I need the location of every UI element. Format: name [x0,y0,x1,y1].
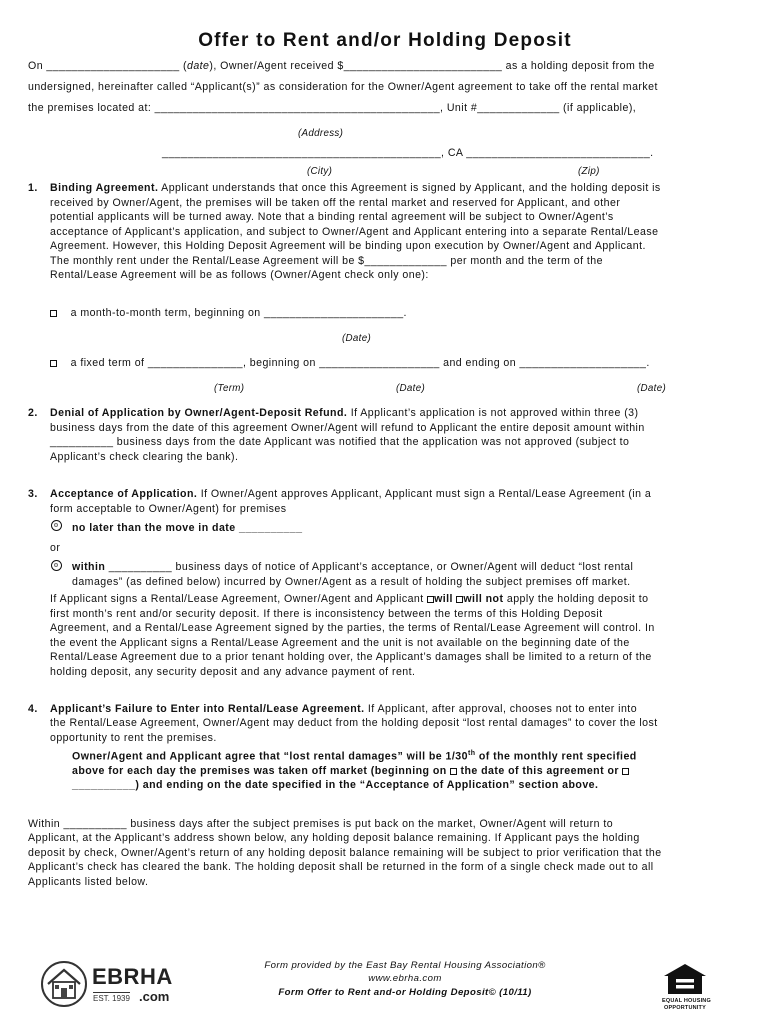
section-4-line-2: the Rental/Lease Agreement, Owner/Agent may deduct from the holding deposit “lost rental damages” to cover the lost [50,717,658,729]
fixed-term-checkbox[interactable] [50,360,57,367]
section-1-line-1: Binding Agreement. Applicant understands that once this Agreement is signed by Applicant, and the holding deposit is [50,182,661,194]
section-1-number: 1. [28,182,38,194]
section-3-line-1: Acceptance of Application. If Owner/Agent approves Applicant, Applicant must sign a Rental/Lease Agreement (in a [50,488,652,500]
section-1-line-4: acceptance of Applicant’s application, and subject to Owner/Agent and Applicant entering into a separate Rental/Lease [50,226,659,238]
section-1-heading: Binding Agreement. [50,182,159,194]
section-3-heading: Acceptance of Application. [50,488,198,500]
term-label: (Term) [214,383,245,394]
section-1-line-2: received by Owner/Agent, the premises will be taken off the rental market and reserved for Applicant, and other [50,197,621,209]
section-3-para-line-5: Rental/Lease Agreement due to a prior tenant holding over, the Applicant’s damages shall be limited to a return of the [50,651,652,663]
footer-website: www.ebrha.com [368,973,442,984]
eho-line-1: EQUAL HOUSING [662,998,711,1004]
section-4-bold-line-2: above for each day the premises was taken off market (beginning on the date of this agreement or [72,765,629,777]
section-1-line-5: Agreement. However, this Holding Deposit Agreement will be binding upon execution by Owner/Agent and Applicant. [50,240,646,252]
zip-label: (Zip) [578,166,600,177]
date-italic: date [186,60,210,72]
logo-com: .com [139,989,170,1004]
page-title: Offer to Rent and/or Holding Deposit [198,30,572,51]
closing-line-5: Applicants listed below. [28,876,149,888]
ebrha-logo [36,958,176,1008]
logo-est: EST. 1939 [93,994,130,1003]
move-in-date-radio[interactable] [51,520,62,531]
section-2-number: 2. [28,407,38,419]
begin-date-label: (Date) [396,383,426,394]
section-4-bold-line-3: __________) and ending on the date specified in the “Acceptance of Application” section above. [72,779,599,791]
month-to-month-option: a month-to-month term, beginning on ______________________. [50,307,407,319]
within-days-option-line-2: damages” (as defined below) incurred by Owner/Agent as a result of holding the subject premises off market. [72,576,631,588]
section-2-line-1: Denial of Application by Owner/Agent-Deposit Refund. If Applicant’s application is not approved within three (3) [50,407,639,419]
end-date-label: (Date) [637,383,667,394]
month-to-month-checkbox[interactable] [50,310,57,317]
section-1-line-7: Rental/Lease Agreement will be as follows (Owner/Agent check only one): [50,269,429,281]
equal-housing-icon [662,962,708,996]
section-3-para-line-3: Agreement, and a Rental/Lease Agreement signed by the parties, the terms of Rental/Lease Agreement will control. In [50,622,655,634]
intro-line-1: On _____________________ (date), Owner/Agent received $_________________________ as a holding deposit from the [28,60,655,72]
section-4-heading: Applicant’s Failure to Enter into Rental/Lease Agreement. [50,703,365,715]
equal-housing-logo [662,962,711,1014]
city-label: (City) [307,166,333,177]
section-2-heading: Denial of Application by Owner/Agent-Deposit Refund. [50,407,348,419]
section-2-line-4: Applicant’s check clearing the bank). [50,451,239,463]
section-4-number: 4. [28,703,38,715]
agreement-date-checkbox[interactable] [450,768,457,775]
intro-line-2: undersigned, hereinafter called “Applicant(s)” as consideration for the Owner/Agent agreement to take off the rental market [28,81,658,93]
section-1-line-3: potential applicants will be turned away. Note that a binding rental agreement will be subject to Owner/Agent’s [50,211,614,223]
section-4-bold-line-1: Owner/Agent and Applicant agree that “lost rental damages” will be 1/30th of the monthly rent specified [72,750,637,763]
intro-line-4: ____________________________________________, CA _____________________________. [162,147,654,159]
closing-line-2: Applicant, at the Applicant’s address shown below, any holding deposit balance remaining. If Applicant pays the holding [28,832,640,844]
section-2-line-3: __________ business days from the date Applicant was notified that the application was not approved (subject to [50,436,630,448]
logo-name: EBRHA [92,964,173,989]
section-3-para-line-1: If Applicant signs a Rental/Lease Agreement, Owner/Agent and Applicant will will not apply the holding deposit to [50,593,649,605]
footer-line-1: Form provided by the East Bay Rental Housing Association® [264,960,546,971]
section-1-line-6: The monthly rent under the Rental/Lease Agreement will be $_____________ per month and the term of the [50,255,603,267]
closing-line-3: deposit by check, Owner/Agent’s return of any holding deposit balance remaining will be subject to prior verification that the [28,847,662,859]
move-in-date-option: no later than the move in date __________ [72,522,303,534]
opt1-date-label: (Date) [342,333,372,344]
section-4-line-3: opportunity to rent the premises. [50,732,217,744]
within-days-radio[interactable] [51,560,62,571]
section-3-para-line-4: the event the Applicant signs a Rental/Lease Agreement and the unit is not available on the beginning date of the [50,637,630,649]
address-label: (Address) [298,128,344,139]
section-3-para-line-6: holding deposit, any security deposit and any advance payment of rent. [50,666,416,678]
section-3-para-line-2: first month’s rent and/or security deposit. If there is inconsistency between the terms of this Holding Deposit [50,608,603,620]
fixed-term-option: a fixed term of _______________, beginning on ___________________ and ending on ____________________. [50,357,650,369]
closing-line-4: Applicant’s check has cleared the bank. The holding deposit shall be returned in the form of a single check made out to all [28,861,654,873]
other-date-checkbox[interactable] [622,768,629,775]
closing-line-1: Within __________ business days after the subject premises is put back on the market, Owner/Agent will return to [28,818,614,830]
section-3-line-2: form acceptable to Owner/Agent) for premises [50,503,287,515]
section-4-line-1: Applicant’s Failure to Enter into Rental/Lease Agreement. If Applicant, after approval, chooses not to enter into [50,703,638,715]
house-icon [36,958,92,1008]
or-label: or [50,542,61,554]
section-2-line-2: business days from the date of this agreement Owner/Agent will refund to Applicant the entire deposit amount within [50,422,645,434]
intro-line-3: the premises located at: _____________________________________________, Unit #_____________ (if applicable), [28,102,637,114]
within-days-option: within __________ business days of notice of Applicant’s acceptance, or Owner/Agent will deduct “lost rental [72,561,634,573]
footer-form-name: Form Offer to Rent and-or Holding Deposit© (10/11) [278,987,532,998]
section-3-number: 3. [28,488,38,500]
eho-line-2: OPPORTUNITY [664,1005,706,1011]
